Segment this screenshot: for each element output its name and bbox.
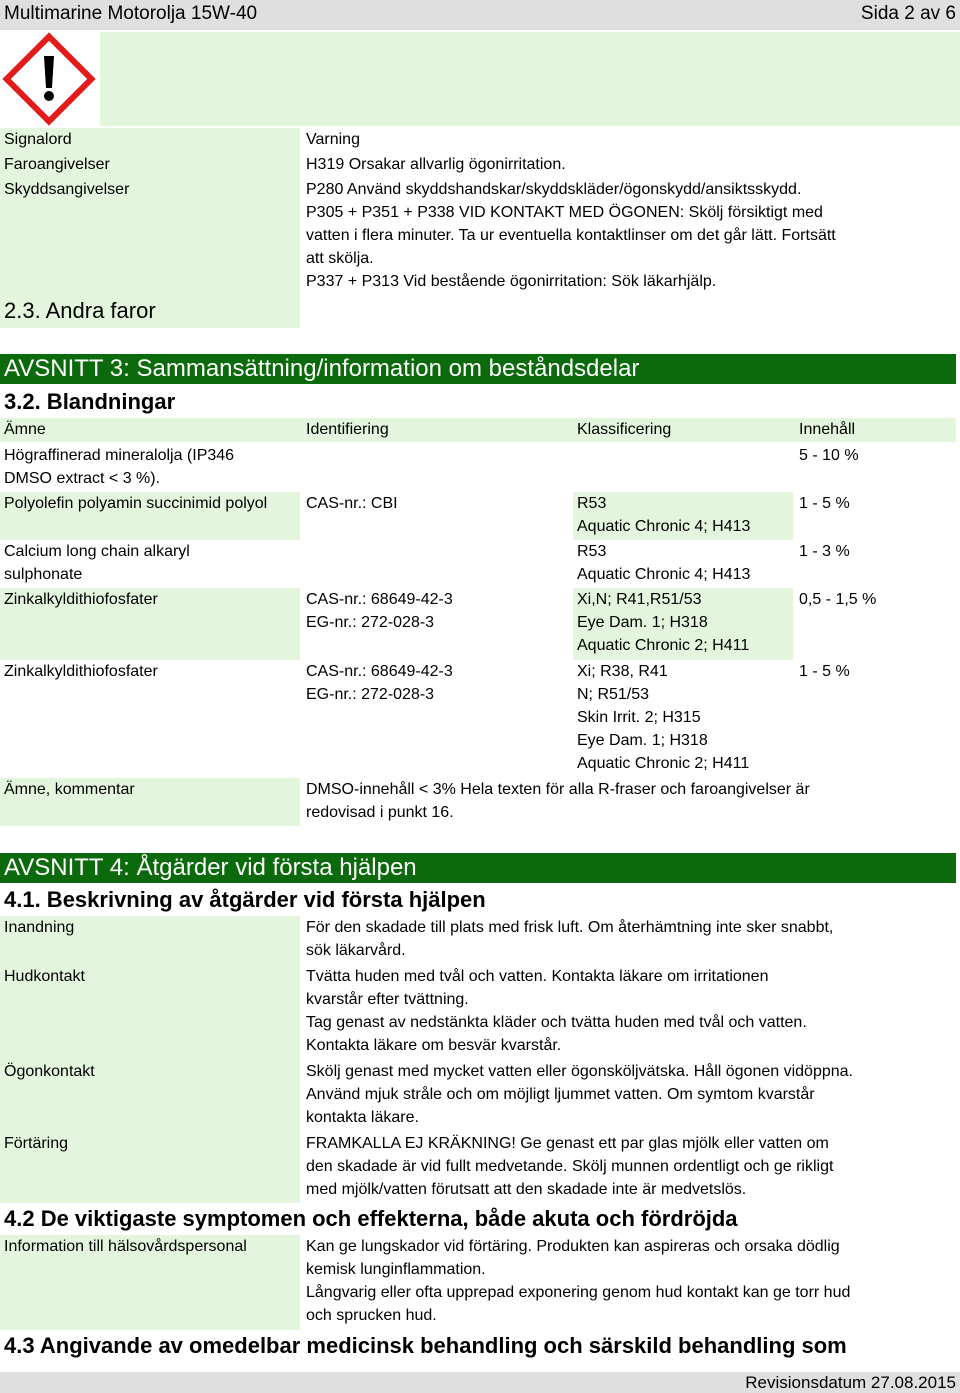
content-cell: 1 - 3 % — [799, 543, 850, 560]
column-header-content: Innehåll — [799, 421, 856, 438]
classification-line: R53 — [577, 495, 607, 512]
comment-text — [306, 778, 810, 824]
precaution-line: P280 Använd skyddshandskar/skyddskläder/ögonskydd/ansiktsskydd. — [306, 181, 802, 198]
classification-cell — [577, 540, 750, 586]
text-line: med mjölk/vatten förutsatt att den skadade inte är medvetslös. — [306, 1181, 747, 1198]
identification-line: EG-nr.: 272-028-3 — [306, 614, 435, 631]
text-line: Kontakta läkare om besvär kvarstår. — [306, 1037, 562, 1054]
substance-cell: Zinkalkyldithiofosfater — [4, 591, 158, 608]
page-footer — [0, 1372, 960, 1393]
inhalation-label: Inandning — [4, 919, 75, 936]
precautionary-statements-label: Skyddsangivelser — [4, 181, 130, 198]
other-hazards-heading: 2.3. Andra faror — [4, 298, 156, 323]
identification-line: EG-nr.: 272-028-3 — [306, 686, 435, 703]
classification-line: Skin Irrit. 2; H315 — [577, 709, 701, 726]
text-line: FRAMKALLA EJ KRÄKNING! Ge genast ett par glas mjölk eller vatten om — [306, 1135, 829, 1152]
text-line: Kan ge lungskador vid förtäring. Produkten kan aspireras och orsaka dödlig — [306, 1238, 840, 1255]
content-cell: 1 - 5 % — [799, 663, 850, 680]
skin-contact-label: Hudkontakt — [4, 968, 85, 985]
inhalation-text — [306, 916, 833, 962]
exclamation-ghs07-icon — [2, 32, 96, 126]
text-line: kvarstår efter tvättning. — [306, 991, 469, 1008]
ingestion-text — [306, 1132, 833, 1201]
classification-cell — [577, 660, 749, 775]
hazard-statements-value: H319 Orsakar allvarlig ögonirritation. — [306, 156, 566, 173]
section4-title: AVSNITT 4: Åtgärder vid första hjälpen — [0, 853, 956, 883]
precaution-line: P305 + P351 + P338 VID KONTAKT MED ÖGONEN: Skölj försiktigt med — [306, 204, 823, 221]
comment-row — [0, 778, 956, 826]
column-header-substance: Ämne — [4, 421, 46, 438]
revision-date: Revisionsdatum 27.08.2015 — [745, 1373, 956, 1392]
precaution-line: vatten i flera minuter. Ta ur eventuella kontaktlinser om det går lätt. Fortsätt — [306, 227, 836, 244]
table-row — [0, 540, 956, 588]
identification-line: CAS-nr.: 68649-42-3 — [306, 591, 453, 608]
identification-cell — [306, 660, 453, 706]
substance-cell — [4, 540, 190, 586]
table-row — [0, 492, 956, 540]
comment-line: DMSO-innehåll < 3% Hela texten för alla R-fraser och faroangivelser är — [306, 781, 810, 798]
page-header — [0, 0, 960, 30]
page-number: Sida 2 av 6 — [860, 3, 956, 24]
substance-line: Högraffinerad mineralolja (IP346 — [4, 447, 235, 464]
text-line: och sprucken hud. — [306, 1307, 437, 1324]
pictogram-cell — [0, 32, 100, 126]
identification-cell — [306, 588, 453, 634]
substance-line: Calcium long chain alkaryl — [4, 543, 190, 560]
text-line: Använd mjuk stråle och om möjligt ljummet vatten. Om symtom kvarstår — [306, 1086, 815, 1103]
signal-word-label: Signalord — [4, 131, 72, 148]
text-line: den skadade är vid fullt medvetande. Skölj munnen ordentligt och ge rikligt — [306, 1158, 834, 1175]
substance-line: DMSO extract < 3 %). — [4, 470, 161, 487]
section4-subtitle-2: 4.2 De viktigaste symptomen och effekterna, både akuta och fördröjda — [4, 1206, 738, 1231]
ingestion-label: Förtäring — [4, 1135, 69, 1152]
table-row — [0, 660, 956, 778]
classification-line: Aquatic Chronic 4; H413 — [577, 566, 751, 583]
hazard-statements-label: Faroangivelser — [4, 156, 110, 173]
skin-contact-text — [306, 965, 807, 1057]
table-row — [0, 588, 956, 660]
text-line: Tag genast av nedstänkta kläder och tvätta huden med tvål och vatten. — [306, 1014, 807, 1031]
classification-cell — [577, 492, 750, 538]
classification-line: Eye Dam. 1; H318 — [577, 614, 708, 631]
comment-label: Ämne, kommentar — [4, 781, 135, 798]
table-row — [0, 444, 956, 492]
health-personnel-info-label: Information till hälsovårdspersonal — [4, 1238, 247, 1255]
pictogram-row — [0, 32, 960, 126]
substance-cell — [4, 444, 234, 490]
section3-title: AVSNITT 3: Sammansättning/information om beståndsdelar — [0, 354, 956, 384]
table-header — [0, 418, 956, 442]
health-personnel-info-text — [306, 1235, 850, 1327]
section3-subtitle: 3.2. Blandningar — [4, 389, 176, 414]
precautionary-statements-value — [306, 178, 836, 293]
section4-subtitle-1: 4.1. Beskrivning av åtgärder vid första hjälpen — [4, 887, 486, 912]
content-cell: 1 - 5 % — [799, 495, 850, 512]
precaution-line: P337 + P313 Vid bestående ögonirritation: Sök läkarhjälp. — [306, 273, 717, 290]
section4-subtitle-3: 4.3 Angivande av omedelbar medicinsk behandling och särskild behandling som — [4, 1333, 847, 1358]
document-title: Multimarine Motorolja 15W-40 — [4, 3, 258, 24]
classification-line: Xi,N; R41,R51/53 — [577, 591, 702, 608]
substance-cell: Zinkalkyldithiofosfater — [4, 663, 158, 680]
text-line: sök läkarvård. — [306, 942, 406, 959]
classification-line: Eye Dam. 1; H318 — [577, 732, 708, 749]
classification-line: R53 — [577, 543, 607, 560]
text-line: Skölj genast med mycket vatten eller ögonsköljvätska. Håll ögonen vidöppna. — [306, 1063, 853, 1080]
text-line: Långvarig eller ofta upprepad exponering genom hud kontakt kan ge torr hud — [306, 1284, 851, 1301]
classification-line: N; R51/53 — [577, 686, 650, 703]
text-line: kontakta läkare. — [306, 1109, 419, 1126]
identification-cell: CAS-nr.: CBI — [306, 495, 398, 512]
comment-line: redovisad i punkt 16. — [306, 804, 454, 821]
signal-word-value: Varning — [306, 131, 360, 148]
text-line: För den skadade till plats med frisk luft. Om återhämtning inte sker snabbt, — [306, 919, 834, 936]
eye-contact-text — [306, 1060, 853, 1129]
substance-cell: Polyolefin polyamin succinimid polyol — [4, 495, 268, 512]
classification-line: Aquatic Chronic 4; H413 — [577, 518, 751, 535]
text-line: Tvätta huden med tvål och vatten. Kontakta läkare om irritationen — [306, 968, 769, 985]
classification-line: Aquatic Chronic 2; H411 — [577, 637, 750, 654]
column-header-identification: Identifiering — [306, 421, 389, 438]
identification-line: CAS-nr.: 68649-42-3 — [306, 663, 453, 680]
content-cell: 0,5 - 1,5 % — [799, 591, 877, 608]
classification-cell — [577, 588, 749, 657]
eye-contact-label: Ögonkontakt — [4, 1063, 95, 1080]
precaution-line: att skölja. — [306, 250, 374, 267]
classification-line: Xi; R38, R41 — [577, 663, 668, 680]
content-cell: 5 - 10 % — [799, 447, 859, 464]
classification-line: Aquatic Chronic 2; H411 — [577, 755, 750, 772]
text-line: kemisk lunginflammation. — [306, 1261, 486, 1278]
substance-line: sulphonate — [4, 566, 83, 583]
column-header-classification: Klassificering — [577, 421, 672, 438]
